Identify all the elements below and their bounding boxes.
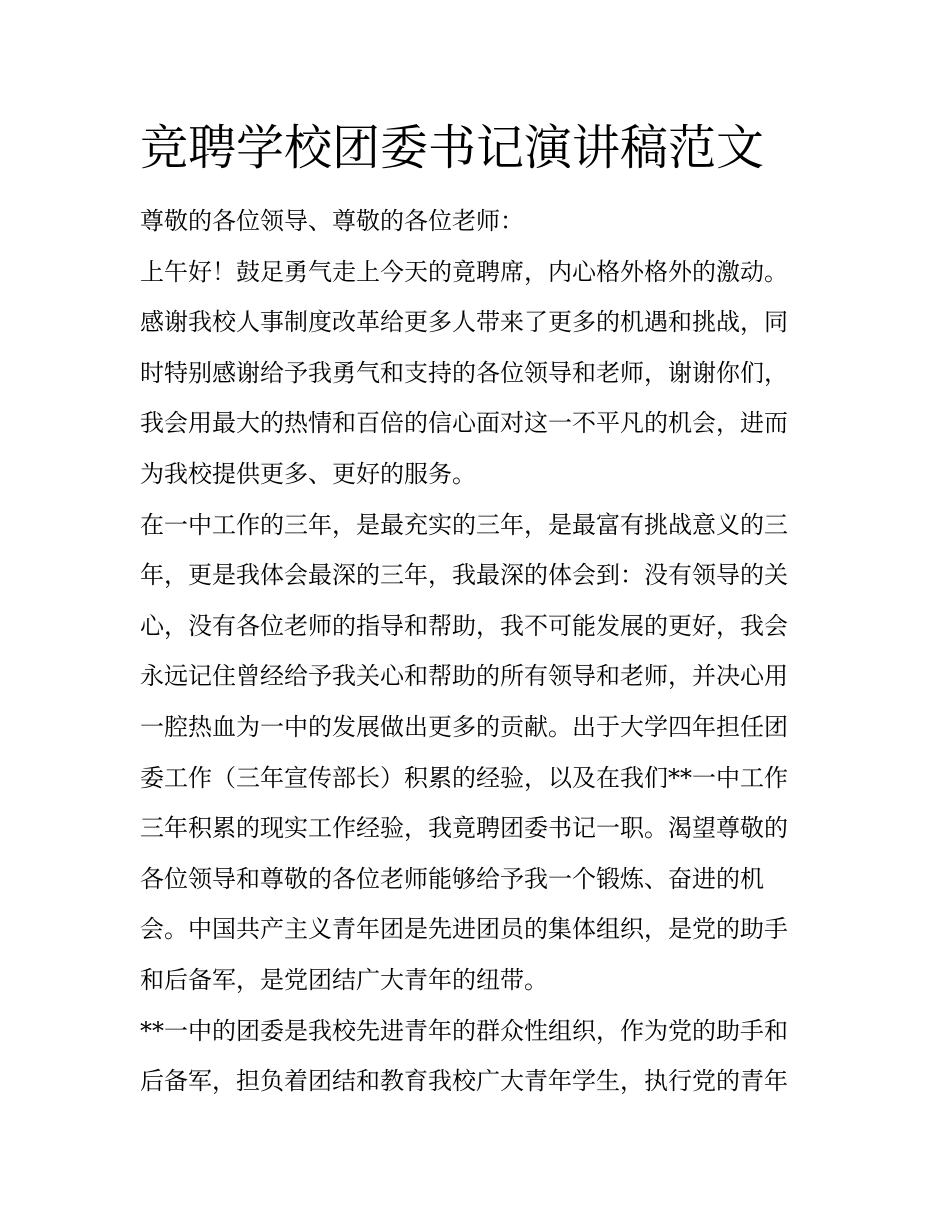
text-line: 尊敬的各位领导、尊敬的各位老师： [140, 207, 524, 235]
text-line: 时特别感谢给予我勇气和支持的各位领导和老师，谢谢你们， [140, 358, 788, 387]
document-title: 竞聘学校团委书记演讲稿范文 [140, 120, 765, 176]
text-line: 和后备军，是党团结广大青年的纽带。 [140, 965, 548, 994]
text-line: 会。中国共产主义青年团是先进团员的集体组织，是党的助手 [140, 915, 788, 944]
text-line: 后备军，担负着团结和教育我校广大青年学生，执行党的青年 [140, 1067, 788, 1096]
text-line: 感谢我校人事制度改革给更多人带来了更多的机遇和挑战，同 [140, 308, 788, 337]
text-line: **一中的团委是我校先进青年的群众性组织，作为党的助手和 [140, 1016, 788, 1045]
text-line: 各位领导和尊敬的各位老师能够给予我一个锻炼、奋进的机 [140, 864, 764, 893]
text-line: 为我校提供更多、更好的服务。 [140, 459, 476, 488]
text-line: 委工作（三年宣传部长）积累的经验，以及在我们**一中工作 [140, 763, 788, 792]
text-line: 我会用最大的热情和百倍的信心面对这一不平凡的机会，进而 [140, 409, 788, 438]
text-line: 永远记住曾经给予我关心和帮助的所有领导和老师，并决心用 [140, 662, 788, 691]
text-line: 上午好！鼓足勇气走上今天的竟聘席，内心格外格外的激动。 [140, 257, 788, 286]
text-line: 一腔热血为一中的发展做出更多的贡献。出于大学四年担任团 [140, 712, 788, 741]
text-line: 三年积累的现实工作经验，我竟聘团委书记一职。渴望尊敬的 [140, 814, 788, 843]
text-line: 年，更是我体会最深的三年，我最深的体会到：没有领导的关 [140, 561, 788, 590]
text-line: 在一中工作的三年，是最充实的三年，是最富有挑战意义的三 [140, 510, 788, 539]
text-line: 心，没有各位老师的指导和帮助，我不可能发展的更好，我会 [140, 611, 788, 640]
document-body [140, 196, 815, 1107]
